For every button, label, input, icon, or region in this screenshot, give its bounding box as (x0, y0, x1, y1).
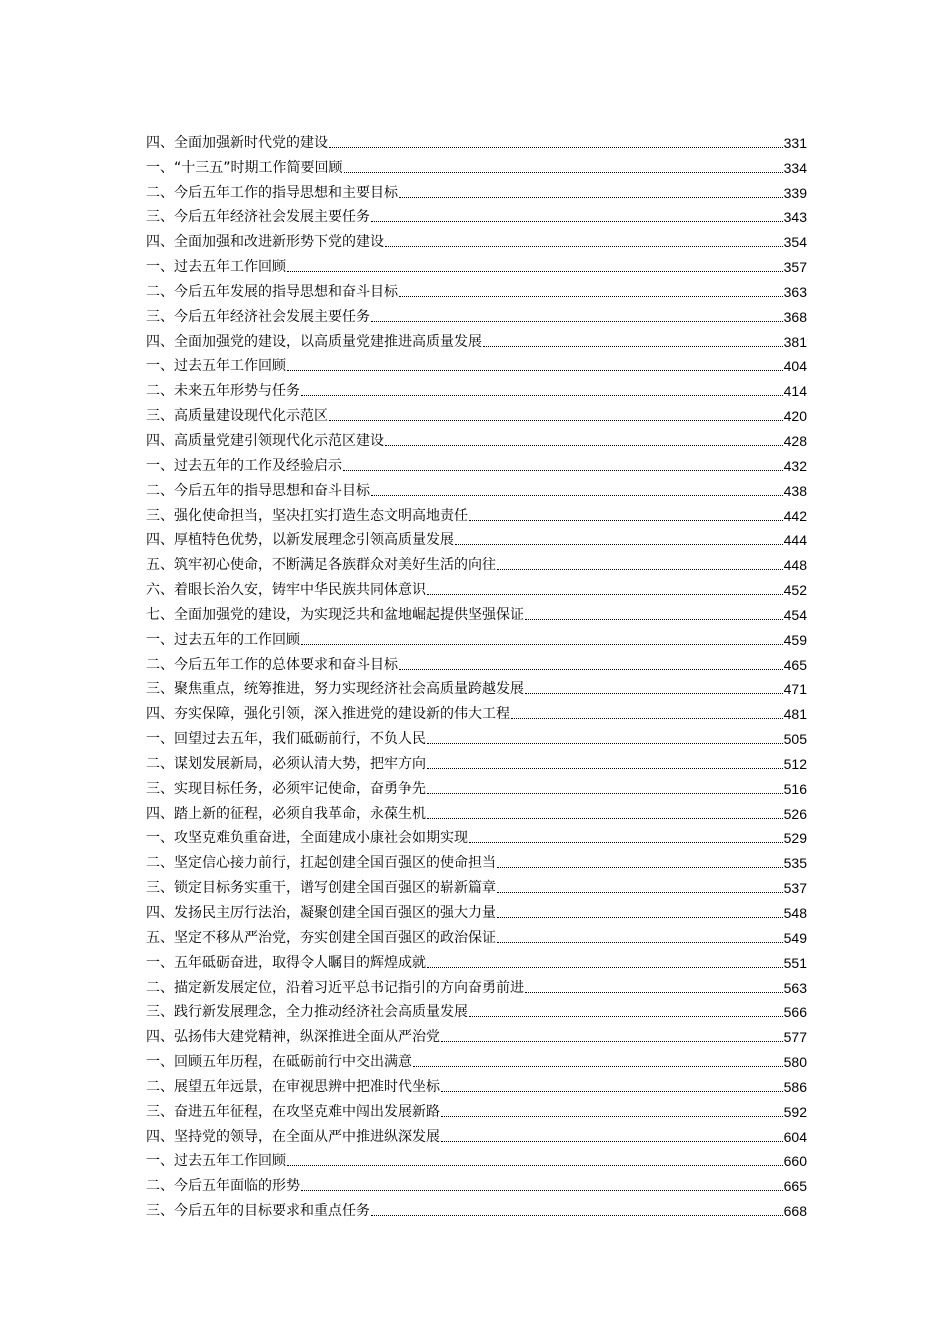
toc-entry-page-number: 357 (783, 259, 807, 276)
toc-entry-page-number: 444 (783, 532, 807, 549)
toc-entry-title: 四、发扬民主厉行法治，凝聚创建全国百强区的强大力量 (146, 905, 496, 921)
toc-entry-page-number: 448 (783, 557, 807, 574)
toc-entry[interactable] (146, 500, 807, 525)
toc-entry-page-number: 481 (783, 706, 807, 723)
toc-entry[interactable] (146, 251, 807, 276)
toc-entry-page-number: 505 (783, 731, 807, 748)
toc-entry[interactable] (146, 997, 807, 1022)
toc-entry-title: 三、今后五年的目标要求和重点任务 (146, 1203, 370, 1220)
toc-entry-title: 五、坚定不移从严治党，夯实创建全国百强区的政治保证 (146, 929, 496, 946)
toc-entry-title: 二、展望五年远景，在审视思辨中把准时代坐标 (146, 1078, 440, 1095)
toc-entry[interactable] (146, 847, 807, 872)
toc-entry-title: 四、全面加强和改进新形势下党的建设 (146, 234, 384, 251)
toc-dot-leader (525, 992, 783, 993)
toc-entry-title: 三、奋进五年征程，在攻坚克难中闯出发展新路 (146, 1103, 440, 1120)
toc-dot-leader (497, 942, 783, 943)
toc-entry-page-number: 363 (783, 283, 807, 300)
toc-dot-leader (287, 271, 783, 272)
toc-dot-leader (455, 544, 783, 545)
toc-entry-page-number: 442 (783, 507, 807, 524)
toc-entry-page-number: 438 (783, 482, 807, 499)
toc-dot-leader (371, 1215, 783, 1216)
toc-entry[interactable] (146, 375, 807, 400)
toc-entry-page-number: 563 (783, 979, 807, 996)
toc-entry-page-number: 414 (783, 383, 807, 400)
toc-entry-page-number: 535 (783, 855, 807, 872)
toc-dot-leader (329, 147, 783, 148)
toc-entry-page-number: 339 (783, 184, 807, 201)
toc-dot-leader (413, 1066, 783, 1067)
toc-dot-leader (399, 296, 783, 297)
toc-entry-title: 四、坚持党的领导，在全面从严中推进纵深发展 (146, 1128, 440, 1145)
toc-entry-title: 六、着眼长治久安，铸牢中华民族共同体意识 (146, 582, 426, 599)
toc-entry-title: 四、高质量党建引领现代化示范区建设 (146, 432, 384, 449)
toc-entry[interactable] (146, 574, 807, 599)
toc-entry-title: 四、厚植特色优势，以新发展理念引领高质量发展 (146, 532, 454, 549)
toc-entry-page-number: 516 (783, 780, 807, 797)
toc-entry-page-number: 459 (783, 631, 807, 648)
toc-entry-page-number: 454 (783, 606, 807, 623)
toc-entry[interactable] (146, 127, 807, 152)
toc-entry[interactable] (146, 1195, 807, 1220)
toc-entry[interactable] (146, 872, 807, 897)
toc-dot-leader (441, 1091, 783, 1092)
toc-entry-page-number: 432 (783, 457, 807, 474)
toc-entry[interactable] (146, 1096, 807, 1121)
toc-dot-leader (329, 420, 783, 421)
toc-entry-title: 四、踏上新的征程，必须自我革命，永葆生机 (146, 805, 426, 822)
toc-dot-leader (301, 1190, 783, 1191)
toc-entry[interactable] (146, 475, 807, 500)
toc-entry-title: 二、今后五年面临的形势 (146, 1178, 300, 1195)
toc-dot-leader (441, 1141, 783, 1142)
toc-entry-title: 三、锁定目标务实重干，谱写创建全国百强区的崭新篇章 (146, 880, 496, 897)
toc-entry-page-number: 549 (783, 929, 807, 946)
toc-entry[interactable] (146, 351, 807, 376)
toc-entry-title: 三、强化使命担当，坚决扛实打造生态文明高地责任 (146, 507, 468, 524)
toc-entry-title: 七、全面加强党的建设，为实现泛共和盆地崛起提供坚强保证 (146, 606, 524, 623)
toc-entry-title: 三、今后五年经济社会发展主要任务 (146, 308, 370, 325)
toc-entry[interactable] (146, 1170, 807, 1195)
toc-entry[interactable] (146, 425, 807, 450)
toc-entry[interactable] (146, 823, 807, 848)
toc-dot-leader (399, 669, 783, 670)
toc-dot-leader (483, 346, 783, 347)
toc-entry-title: 一、五年砥砺奋进，取得令人瞩目的辉煌成就 (146, 954, 426, 971)
toc-entry-title: 三、高质量建设现代化示范区 (146, 408, 328, 425)
toc-entry-title: 一、过去五年工作回顾 (146, 358, 286, 375)
toc-entry-page-number: 512 (783, 755, 807, 772)
toc-entry-title: 二、未来五年形势与任务 (146, 383, 300, 400)
toc-dot-leader (287, 370, 783, 371)
toc-entry[interactable] (146, 773, 807, 798)
toc-dot-leader (427, 818, 783, 819)
toc-dot-leader (371, 321, 783, 322)
toc-entry-page-number: 331 (783, 134, 807, 151)
toc-dot-leader (497, 892, 783, 893)
toc-entry-page-number: 604 (783, 1128, 807, 1145)
toc-entry[interactable] (146, 798, 807, 823)
toc-entry-title: 五、筑牢初心使命，不断满足各族群众对美好生活的向往 (146, 557, 496, 574)
toc-entry-page-number: 381 (783, 333, 807, 350)
toc-dot-leader (427, 768, 783, 769)
toc-dot-leader (301, 644, 783, 645)
toc-entry-page-number: 592 (783, 1103, 807, 1120)
toc-entry-title: 二、今后五年发展的指导思想和奋斗目标 (146, 283, 398, 300)
toc-entry-title: 三、今后五年经济社会发展主要任务 (146, 209, 370, 226)
toc-entry-page-number: 334 (783, 159, 807, 176)
toc-entry[interactable] (146, 525, 807, 550)
toc-entry-title: 三、聚焦重点，统筹推进，努力实现经济社会高质量跨越发展 (146, 681, 524, 698)
toc-entry-page-number: 428 (783, 432, 807, 449)
toc-entry[interactable] (146, 202, 807, 227)
toc-entry-page-number: 586 (783, 1078, 807, 1095)
toc-entry[interactable] (146, 1071, 807, 1096)
toc-entry-page-number: 343 (783, 209, 807, 226)
toc-dot-leader (287, 1165, 783, 1166)
toc-entry-page-number: 529 (783, 830, 807, 847)
toc-entry-page-number: 471 (783, 681, 807, 698)
toc-entry-title: 四、全面加强新时代党的建设 (146, 134, 328, 151)
toc-entry-title: 二、描定新发展定位，沿着习近平总书记指引的方向奋勇前进 (146, 979, 524, 996)
toc-entry-title: 二、今后五年的指导思想和奋斗目标 (146, 482, 370, 499)
toc-dot-leader (469, 1016, 783, 1017)
toc-entry-title: 四、夯实保障，强化引领，深入推进党的建设新的伟大工程 (146, 706, 510, 723)
toc-entry-page-number: 577 (783, 1029, 807, 1046)
toc-entry-page-number: 404 (783, 358, 807, 375)
toc-dot-leader (497, 917, 783, 918)
toc-entry[interactable] (146, 1121, 807, 1146)
toc-dot-leader (525, 619, 783, 620)
toc-dot-leader (385, 445, 783, 446)
toc-entry-page-number: 548 (783, 905, 807, 921)
toc-entry-title: 二、坚定信心接力前行，扛起创建全国百强区的使命担当 (146, 855, 496, 872)
toc-dot-leader (511, 718, 783, 719)
toc-entry-page-number: 420 (783, 408, 807, 425)
toc-entry-title: 三、实现目标任务，必须牢记使命，奋勇争先 (146, 780, 426, 797)
toc-dot-leader (371, 495, 783, 496)
toc-entry[interactable] (146, 152, 807, 177)
toc-entry-page-number: 668 (783, 1203, 807, 1220)
toc-entry[interactable] (146, 549, 807, 574)
toc-entry[interactable] (146, 400, 807, 425)
toc-entry[interactable] (146, 276, 807, 301)
toc-entry[interactable] (146, 177, 807, 202)
toc-entry[interactable] (146, 698, 807, 723)
toc-entry[interactable] (146, 226, 807, 251)
toc-dot-leader (441, 1041, 783, 1042)
toc-entry[interactable] (146, 1046, 807, 1071)
toc-entry[interactable] (146, 599, 807, 624)
toc-entry[interactable] (146, 972, 807, 997)
toc-entry-title: 二、今后五年工作的指导思想和主要目标 (146, 184, 398, 201)
toc-entry-title: 二、谋划发展新局，必须认清大势，把牢方向 (146, 755, 426, 772)
toc-entry[interactable] (146, 649, 807, 674)
toc-dot-leader (525, 693, 783, 694)
toc-entry[interactable] (146, 326, 807, 351)
toc-dot-leader (371, 221, 783, 222)
toc-entry-page-number: 368 (783, 308, 807, 325)
toc-entry[interactable] (146, 922, 807, 947)
toc-entry[interactable] (146, 674, 807, 699)
toc-entry-title: 一、“十三五”时期工作简要回顾 (146, 159, 343, 176)
toc-entry-title: 一、回望过去五年，我们砥砺前行，不负人民 (146, 731, 426, 748)
toc-entry-page-number: 526 (783, 805, 807, 822)
toc-dot-leader (427, 594, 783, 595)
toc-dot-leader (399, 197, 783, 198)
toc-entry-title: 一、过去五年工作回顾 (146, 1153, 286, 1170)
table-of-contents (146, 127, 807, 1220)
toc-dot-leader (497, 569, 783, 570)
toc-entry[interactable] (146, 624, 807, 649)
toc-entry[interactable] (146, 723, 807, 748)
toc-entry-title: 四、弘扬伟大建党精神，纵深推进全面从严治党 (146, 1029, 440, 1046)
toc-entry-page-number: 465 (783, 656, 807, 673)
toc-entry-page-number: 660 (783, 1153, 807, 1170)
toc-entry[interactable] (146, 897, 807, 922)
toc-dot-leader (441, 1116, 783, 1117)
toc-entry[interactable] (146, 748, 807, 773)
toc-entry-page-number: 580 (783, 1054, 807, 1071)
toc-dot-leader (427, 793, 783, 794)
toc-entry-title: 三、践行新发展理念，全力推动经济社会高质量发展 (146, 1004, 468, 1021)
toc-dot-leader (469, 520, 783, 521)
toc-dot-leader (427, 967, 783, 968)
toc-entry-title: 四、全面加强党的建设，以高质量党建推进高质量发展 (146, 333, 482, 350)
toc-entry[interactable] (146, 1146, 807, 1171)
toc-entry[interactable] (146, 1021, 807, 1046)
toc-dot-leader (385, 246, 783, 247)
toc-dot-leader (469, 842, 783, 843)
toc-entry-title: 一、回顾五年历程，在砥砺前行中交出满意 (146, 1054, 412, 1071)
toc-entry-page-number: 551 (783, 954, 807, 971)
toc-dot-leader (497, 867, 783, 868)
toc-entry-title: 一、过去五年的工作及经验启示 (146, 457, 342, 474)
toc-entry-page-number: 537 (783, 880, 807, 897)
toc-entry-page-number: 566 (783, 1004, 807, 1021)
toc-entry-title: 一、过去五年的工作回顾 (146, 631, 300, 648)
toc-entry-title: 一、过去五年工作回顾 (146, 259, 286, 276)
toc-entry[interactable] (146, 301, 807, 326)
toc-dot-leader (343, 470, 783, 471)
toc-entry-page-number: 354 (783, 234, 807, 251)
toc-dot-leader (301, 395, 783, 396)
toc-dot-leader (344, 172, 783, 173)
toc-entry-page-number: 452 (783, 582, 807, 599)
toc-entry-title: 一、攻坚克难负重奋进，全面建成小康社会如期实现 (146, 830, 468, 847)
toc-entry-title: 二、今后五年工作的总体要求和奋斗目标 (146, 656, 398, 673)
toc-entry[interactable] (146, 947, 807, 972)
toc-dot-leader (427, 743, 783, 744)
toc-entry[interactable] (146, 450, 807, 475)
toc-entry-page-number: 665 (783, 1178, 807, 1195)
